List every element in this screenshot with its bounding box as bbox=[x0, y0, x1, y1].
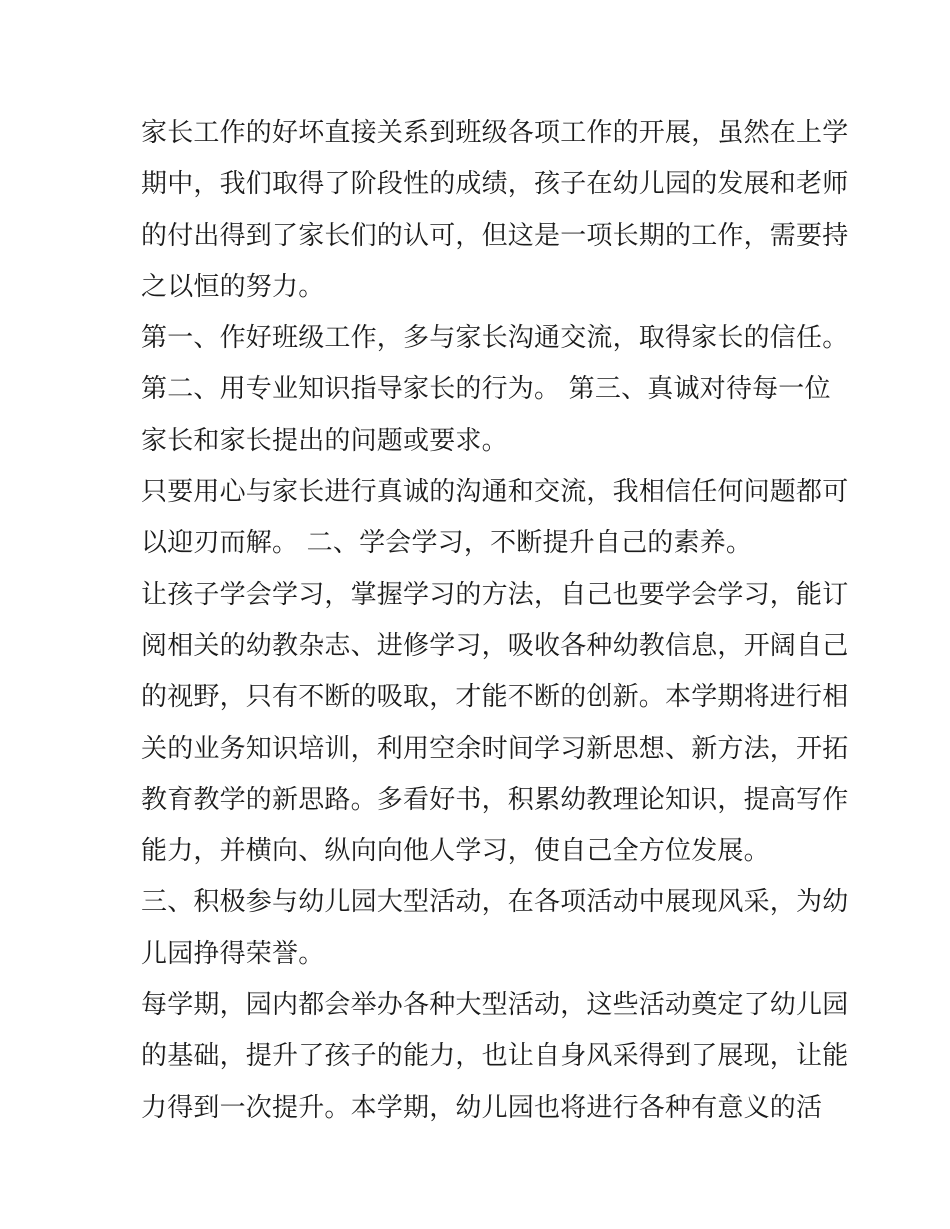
text-line: 能力，并横向、纵向向他人学习，使自己全方位发展。 bbox=[141, 836, 770, 867]
text-line: 只要用心与家长进行真诚的沟通和交流，我相信任何问题都可 bbox=[141, 477, 849, 508]
text-line: 的基础，提升了孩子的能力，也让自身风采得到了展现，让能 bbox=[141, 1041, 849, 1072]
text-line: 第二、用专业知识指导家长的行为。 第三、真诚对待每一位 bbox=[141, 374, 831, 405]
document-body bbox=[141, 108, 849, 1134]
text-line: 儿园挣得荣誉。 bbox=[141, 938, 325, 969]
text-line: 教育教学的新思路。多看好书，积累幼教理论知识，提高写作 bbox=[141, 784, 849, 815]
text-line: 之以恒的努力。 bbox=[141, 271, 325, 302]
text-line: 阅相关的幼教杂志、进修学习，吸收各种幼教信息，开阔自己 bbox=[141, 630, 849, 661]
text-line: 每学期，园内都会举办各种大型活动，这些活动奠定了幼儿园 bbox=[141, 990, 849, 1021]
text-line: 的付出得到了家长们的认可，但这是一项长期的工作，需要持 bbox=[141, 220, 849, 251]
text-line: 期中，我们取得了阶段性的成绩，孩子在幼儿园的发展和老师 bbox=[141, 169, 849, 200]
text-line: 让孩子学会学习，掌握学习的方法，自己也要学会学习，能订 bbox=[141, 579, 849, 610]
text-line: 家长和家长提出的问题或要求。 bbox=[141, 425, 508, 456]
text-line: 的视野，只有不断的吸取，才能不断的创新。本学期将进行相 bbox=[141, 682, 849, 713]
text-line: 力得到一次提升。本学期，幼儿园也将进行各种有意义的活 bbox=[141, 1092, 823, 1123]
text-line: 第一、作好班级工作，多与家长沟通交流，取得家长的信任。 bbox=[141, 323, 849, 354]
text-line: 家长工作的好坏直接关系到班级各项工作的开展，虽然在上学 bbox=[141, 118, 849, 148]
text-line: 以迎刃而解。 二、学会学习，不断提升自己的素养。 bbox=[141, 528, 753, 559]
text-line: 关的业务知识培训，利用空余时间学习新思想、新方法，开拓 bbox=[141, 733, 849, 764]
text-line: 三、积极参与幼儿园大型活动，在各项活动中展现风采，为幼 bbox=[141, 887, 849, 918]
